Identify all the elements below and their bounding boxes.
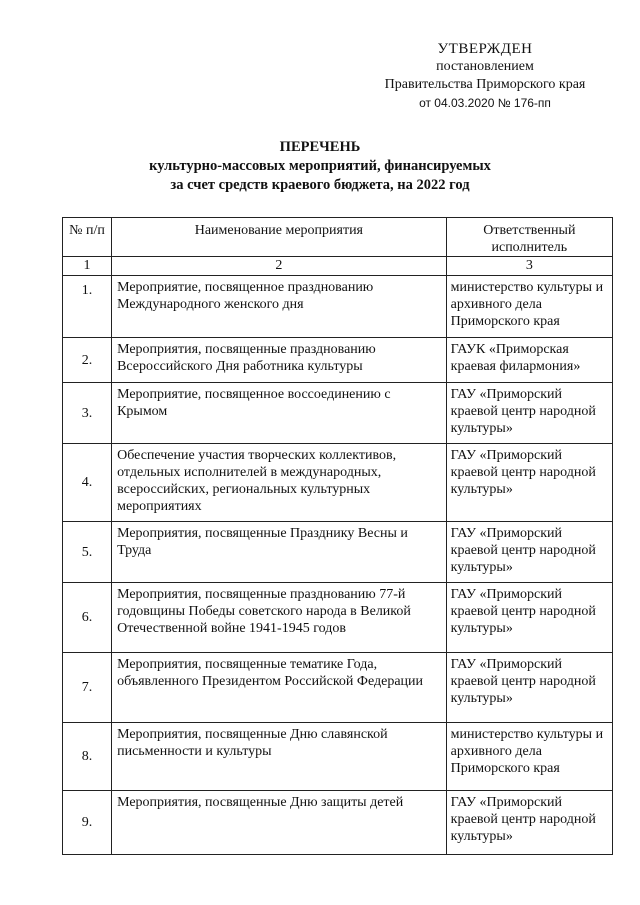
event-name: Мероприятия, посвященные Дню славянской письменности и культуры [112, 723, 447, 791]
title-subheading-1: культурно-массовых мероприятий, финансируемых [149, 158, 491, 174]
event-name: Мероприятие, посвященное воссоединению с Крымом [112, 383, 447, 444]
column-numbering-row [63, 257, 613, 276]
row-number: 7. [63, 653, 112, 723]
row-number: 5. [63, 522, 112, 583]
event-executor: ГАУК «Приморская краевая филармония» [446, 338, 612, 383]
event-executor: ГАУ «Приморский краевой центр народной культуры» [446, 791, 612, 855]
table-row [63, 653, 613, 723]
column-number: 3 [446, 257, 612, 276]
column-number: 1 [63, 257, 112, 276]
event-name: Мероприятия, посвященные Дню защиты детей [112, 791, 447, 855]
event-executor: ГАУ «Приморский краевой центр народной культуры» [446, 383, 612, 444]
event-executor: ГАУ «Приморский краевой центр народной культуры» [446, 522, 612, 583]
table-row [63, 522, 613, 583]
document-title [60, 138, 580, 195]
row-number: 8. [63, 723, 112, 791]
header-event-name: Наименование мероприятия [112, 218, 447, 257]
row-number: 9. [63, 791, 112, 855]
event-name: Мероприятие, посвященное празднованию Международного женского дня [112, 276, 447, 338]
event-name: Мероприятия, посвященные Празднику Весны и Труда [112, 522, 447, 583]
table-row [63, 338, 613, 383]
event-name: Мероприятия, посвященные празднованию 77-й годовщины Победы советского народа в Великой Отечественной войне 1941-1945 годов [112, 583, 447, 653]
event-executor: ГАУ «Приморский краевой центр народной культуры» [446, 583, 612, 653]
event-executor: ГАУ «Приморский краевой центр народной культуры» [446, 444, 612, 522]
approval-authority: Правительства Приморского края [384, 77, 586, 92]
approval-title: УТВЕРЖДЕН [437, 41, 533, 57]
header-number: № п/п [63, 218, 112, 257]
title-heading: ПЕРЕЧЕНЬ [279, 139, 361, 155]
table-row [63, 444, 613, 522]
table-header-row [63, 218, 613, 257]
event-executor: министерство культуры и архивного дела Приморского края [446, 276, 612, 338]
approval-date-number: от 04.03.2020 № 176-пп [419, 96, 551, 110]
header-executor: Ответственный исполнитель [446, 218, 612, 257]
title-subheading-2: за счет средств краевого бюджета, на 2022 год [170, 177, 470, 193]
approval-basis: постановлением [436, 59, 534, 74]
table-row [63, 791, 613, 855]
events-table [62, 217, 613, 855]
row-number: 1. [63, 276, 112, 338]
approval-stamp [360, 40, 610, 112]
row-number: 4. [63, 444, 112, 522]
table-row [63, 723, 613, 791]
row-number: 3. [63, 383, 112, 444]
table-row [63, 583, 613, 653]
event-name: Мероприятия, посвященные тематике Года, объявленного Президентом Российской Федерации [112, 653, 447, 723]
event-executor: ГАУ «Приморский краевой центр народной культуры» [446, 653, 612, 723]
table-row [63, 276, 613, 338]
event-executor: министерство культуры и архивного дела Приморского края [446, 723, 612, 791]
row-number: 2. [63, 338, 112, 383]
event-name: Обеспечение участия творческих коллективов, отдельных исполнителей в международных, всероссийских, региональных культурных мероприятиях [112, 444, 447, 522]
column-number: 2 [112, 257, 447, 276]
table-row [63, 383, 613, 444]
row-number: 6. [63, 583, 112, 653]
event-name: Мероприятия, посвященные празднованию Всероссийского Дня работника культуры [112, 338, 447, 383]
